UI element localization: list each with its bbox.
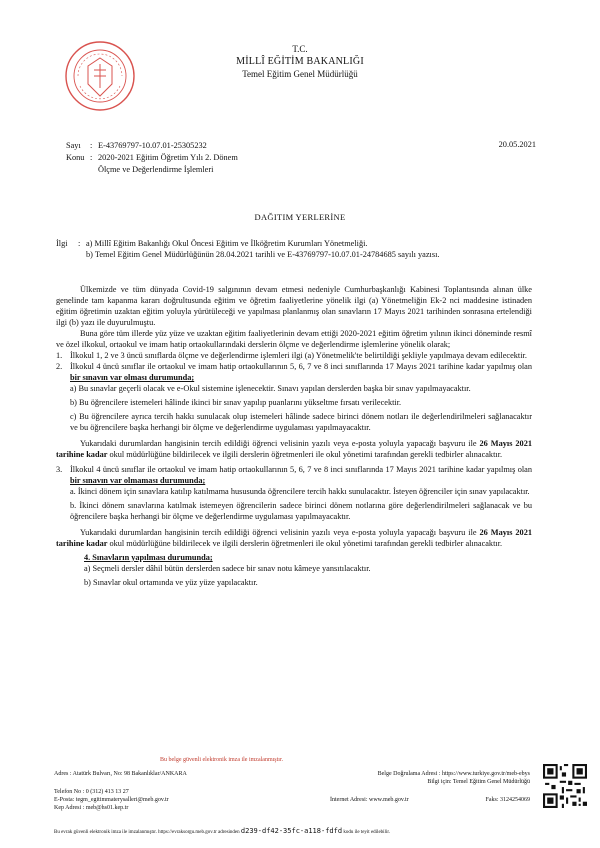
ministry-seal-logo [64, 40, 136, 112]
header-directorate: Temel Eğitim Genel Müdürlüğü [242, 69, 358, 79]
footer-contact-left [54, 770, 314, 812]
item-2c: c) Bu öğrencilere ayrıca tercih hakkı sunulacak olup istemeleri hâlinde sadece birinci dönem notları ile değerlendirilmeleri sağlanacaktır ve bu öğrencilere başka herhangi bir ölçme ve değerlendirme uygulaması yapılmayacaktır. [70, 412, 532, 432]
item-4a: a) Seçmeli dersler dâhil bütün derslerden sadece bir sınav notu kâmeye yansıtılacaktır. [84, 564, 371, 573]
ilgi-label: İlgi [56, 239, 68, 248]
body-paragraphs: Ülkemizde ve tüm dünyada Covid-19 salgınının devam etmesi nedeniyle Cumhurbaşkanlığı Kabinesi Toplantısında alınan ülke genelinde tam kapanma kararı doğrultusunda eğitim ve öğretim faaliyetlerine yönelik ilgi (a) Yönetmeliğin Ek-2 nci maddesine istinaden eğitim öğretimin uzaktan eğitim yoluyla yürütüleceği ve yapılması planlanmış olan sınavların 17 Mayıs 2021 tarihinden sonrasına ertelendiği ilgi (b) yazı ile duyurulmuştu. Buna göre tüm illerde yüz yüze ve uzaktan eğitim faaliyetlerinin devam ettiği 2020-2021 eğitim öğretim yılının ikinci döneminde resmî ve özel ilkokul, ortaokul ve imam hatip ortaokullarındaki derslerin ölçme ve değerlendirme işlemlerine yönelik olarak; 1. İlkokul 1, 2 ve 3 üncü sınıflarda ölçme ve değerlendirme işlemleri ilgi (a) Yönetmelik'te belirtildiği şekliyle yapılmaya devam edilecektir. 2. İlkokul 4 üncü sınıflar ile ortaokul ve imam hatip ortaokullarının 5, 6, 7 ve 8 inci sınıflarında 17 Mayıs 2021 tarihine kadar yapılmış olan bir sınavın var olması durumunda; a) Bu sınavlar geçerli olacak ve e-Okul sistemine işlenecektir. Sınavı yapılan derslerden başka bir sınav yapılmayacaktır. b) Bu öğrencilere istemeleri hâlinde ikinci bir sınav yapılıp puanlarını yükseltme fırsatı verilecektir. c) Bu öğrencilere ayrıca tercih hakkı sunulacak olup istemeleri hâlinde sadece birinci dönem notları ile değerlendirilmeleri sağlanacaktır ve bu öğrencilere başka herhangi bir ölçme ve değerlendirme uygulaması yapılmayacaktır. Yukarıdaki durumlardan hangisinin tercih edildiği öğrenci velisinin yazılı veya e-posta yoluyla yapacağı başvuru ile 26 Mayıs 2021 tarihine kadar okul müdürlüğüne bildirilecek ve ilgili derslerin öğretmenleri ile okul yönetimi tarafından gerekli tedbirler alınacaktır. 3. İlkokul 4 üncü sınıflar ile ortaokul ve imam hatip ortaokullarının 5, 6, 7 ve 8 inci sınıflarında 17 Mayıs 2021 tarihine kadar yapılmış olan bir sınavın var olmaması durumunda; a. İkinci dönem için sınavlara katılıp katılmama hususunda öğrencilere tercih hakkı sunulacaktır. İsteyen öğrenciler için sınav yapılacaktır. b. İkinci dönem sınavlarına katılmak istemeyen öğrencilerin sadece birinci dönem notlarına göre değerlendirilmeleri sağlanacak ve bu öğrencilere başka herhangi bir ölçme ve değerlendirme uygulaması yapılmayacaktır. Yukarıdaki durumlardan hangisinin tercih edildiği öğrenci velisinin yazılı veya e-posta yoluyla yapacağı başvuru ile 26 Mayıs 2021 tarihine kadar okul müdürlüğüne bildirilecek ve ilgili derslerin öğretmenleri ile okul yönetimi tarafından gerekli tedbirler alınacaktır. 4. Sınavların yapılması durumunda; a) Seçmeli dersler dâhil bütün derslerden sadece bir sınav notu kâmeye yansıtılacaktır. b) Sınavlar okul ortamında ve yüz yüze yapılacaktır. [56, 285, 532, 587]
verification-pre: Bu evrak güvenli elektronik imza ile imzalanmıştır. https://evraksorgu.meb.gov.tr adresinden [54, 830, 240, 835]
paragraph-2: Buna göre tüm illerde yüz yüze ve uzaktan eğitim faaliyetlerinin devam ettiği 2020-2021 eğitim öğretim yılının ikinci döneminde resmî ve özel ilkokul, ortaokul ve imam hatip ortaokullarındaki derslerin ölçme ve değerlendirme işlemlerine yönelik olarak; [56, 329, 532, 349]
item-1: İlkokul 1, 2 ve 3 üncü sınıflarda ölçme ve değerlendirme işlemleri ilgi (a) Yönetmelik'te belirtildiği şekliyle yapılmaya devam edilecektir. [70, 351, 527, 360]
item-2b: b) Bu öğrencilere istemeleri hâlinde ikinci bir sınav yapılıp puanlarını yükseltme fırsatı verilecektir. [70, 398, 402, 407]
sayi-value: E-43769797-10.07.01-25305232 [98, 141, 207, 150]
letter-meta: Sayı : E-43769797-10.07.01-25305232 Konu : 2020-2021 Eğitim Öğretim Yılı 2. Dönem Ölçme ve Değerlendirme İşlemleri 20.05.2021 [66, 140, 536, 174]
ilgi-b: b) Temel Eğitim Genel Müdürlüğünün 28.04.2021 tarihli ve E-43769797-10.07.01-24784685 sayılı yazısı. [86, 250, 440, 259]
item-4b: b) Sınavlar okul ortamında ve yüz yüze yapılacaktır. [84, 578, 258, 587]
header-tc: T.C. [292, 44, 308, 54]
signed-note: Bu belge güvenli elektronik imza ile imzalanmıştır. [160, 757, 284, 763]
ilgi-block: İlgi : a) Millî Eğitim Bakanlığı Okul Öncesi Eğitim ve İlköğretim Kurumları Yönetmeliği. b) Temel Eğitim Genel Müdürlüğünün 28.04.2021 tarihli ve E-43769797-10.07.01-24784685 sayılı yazısı. [56, 238, 532, 260]
item-2a: a) Bu sınavlar geçerli olacak ve e-Okul sistemine işlenecektir. Sınavı yapılan derslerden başka bir sınav yapılmayacaktır. [70, 384, 471, 393]
item-2: İlkokul 4 üncü sınıflar ile ortaokul ve imam hatip ortaokullarının 5, 6, 7 ve 8 inci sınıflarında 17 Mayıs 2021 tarihine kadar yapılmış olan bir sınavın var olması durumunda; [70, 362, 532, 382]
footer-fax: Faks: 3124254069 [485, 797, 530, 803]
item-3a: a. İkinci dönem için sınavlara katılıp katılmama hususunda öğrencilere tercih hakkı sunulacaktır. İsteyen öğrenciler için sınav yapılacaktır. [70, 487, 530, 496]
sayi-label: Sayı [66, 141, 81, 150]
konu-label: Konu [66, 153, 85, 162]
footer-verify-address: Belge Doğrulama Adresi : https://www.turkiye.gov.tr/meb-ebys [377, 771, 530, 777]
footer-phone: Telefon No : 0 (312) 413 13 27 [54, 789, 129, 795]
letter-header [200, 44, 400, 80]
verification-post: kodu ile teyit edilebilir. [343, 830, 390, 835]
footer-address: Adres : Atatürk Bulvarı, No: 98 Bakanlıklar/ANKARA [54, 771, 187, 777]
konu-value-2: Ölçme ve Değerlendirme İşlemleri [98, 165, 214, 174]
footer-email: E-Posta: tegm_egitimmaterysalleri@meb.gov.tr [54, 797, 169, 803]
paragraph-1: Ülkemizde ve tüm dünyada Covid-19 salgınının devam etmesi nedeniyle Cumhurbaşkanlığı Kabinesi Toplantısında alınan ülke genelinde tam kapanma kararı doğrultusunda eğitim ve öğretim faaliyetlerine yönelik ilgi (a) Yönetmeliğin Ek-2 nci maddesine istinaden eğitim öğretimin uzaktan eğitim yoluyla yürütüleceği ve yapılması planlanmış olan sınavların 17 Mayıs 2021 tarihinden sonrasına ertelendiği ilgi (b) yazı ile duyurulmuştu. [56, 285, 532, 327]
ilgi-a: a) Millî Eğitim Bakanlığı Okul Öncesi Eğitim ve İlköğretim Kurumları Yönetmeliği. [86, 239, 368, 248]
footer-info: Bilgi için: Temel Eğitim Genel Müdürlüğü [427, 779, 530, 785]
verification-code: d239-df42-35fc-a118-fdfd [240, 827, 343, 835]
item-2-note: Yukarıdaki durumlardan hangisinin tercih edildiği öğrenci velisinin yazılı veya e-posta yoluyla yapacağı başvuru ile 26 Mayıs 2021 tarihine kadar okul müdürlüğüne bildirilecek ve ilgili derslerin öğretmenleri ile okul yönetimi tarafından gerekli tedbirler alınacaktır. [56, 439, 532, 459]
item-3b: b. İkinci dönem sınavlarına katılmak istemeyen öğrencilerin sadece birinci dönem notlarına göre değerlendirilmeleri sağlanacak ve bu öğrencilere başka herhangi bir ölçme ve değerlendirme uygulaması yapılmayacaktır. [70, 501, 532, 521]
item-3-note: Yukarıdaki durumlardan hangisinin tercih edildiği öğrenci velisinin yazılı veya e-posta yoluyla yapacağı başvuru ile 26 Mayıs 2021 tarihine kadar okul müdürlüğüne bildirilecek ve ilgili derslerin öğretmenleri ile okul yönetimi tarafından gerekli tedbirler alınacaktır. [56, 528, 532, 548]
verification-line [54, 828, 544, 836]
footer-web: İnternet Adresi: www.meb.gov.tr [330, 797, 409, 803]
header-ministry: MİLLÎ EĞİTİM BAKANLIĞI [236, 56, 364, 67]
distribution-title: DAĞITIM YERLERİNE [254, 212, 346, 222]
konu-value-1: 2020-2021 Eğitim Öğretim Yılı 2. Dönem [98, 153, 238, 162]
qr-code-icon [543, 764, 587, 808]
footer-contact-right [330, 770, 530, 804]
letter-date: 20.05.2021 [498, 140, 536, 149]
footer-kep: Kep Adresi : meb@hs01.kep.tr [54, 805, 129, 811]
item-3: İlkokul 4 üncü sınıflar ile ortaokul ve imam hatip ortaokullarının 5, 6, 7 ve 8 inci sınıflarında 17 Mayıs 2021 tarihine kadar yapılmış olan bir sınavın var olmaması durumunda; [70, 465, 532, 485]
item-4-head: 4. Sınavların yapılması durumunda; [84, 553, 213, 562]
